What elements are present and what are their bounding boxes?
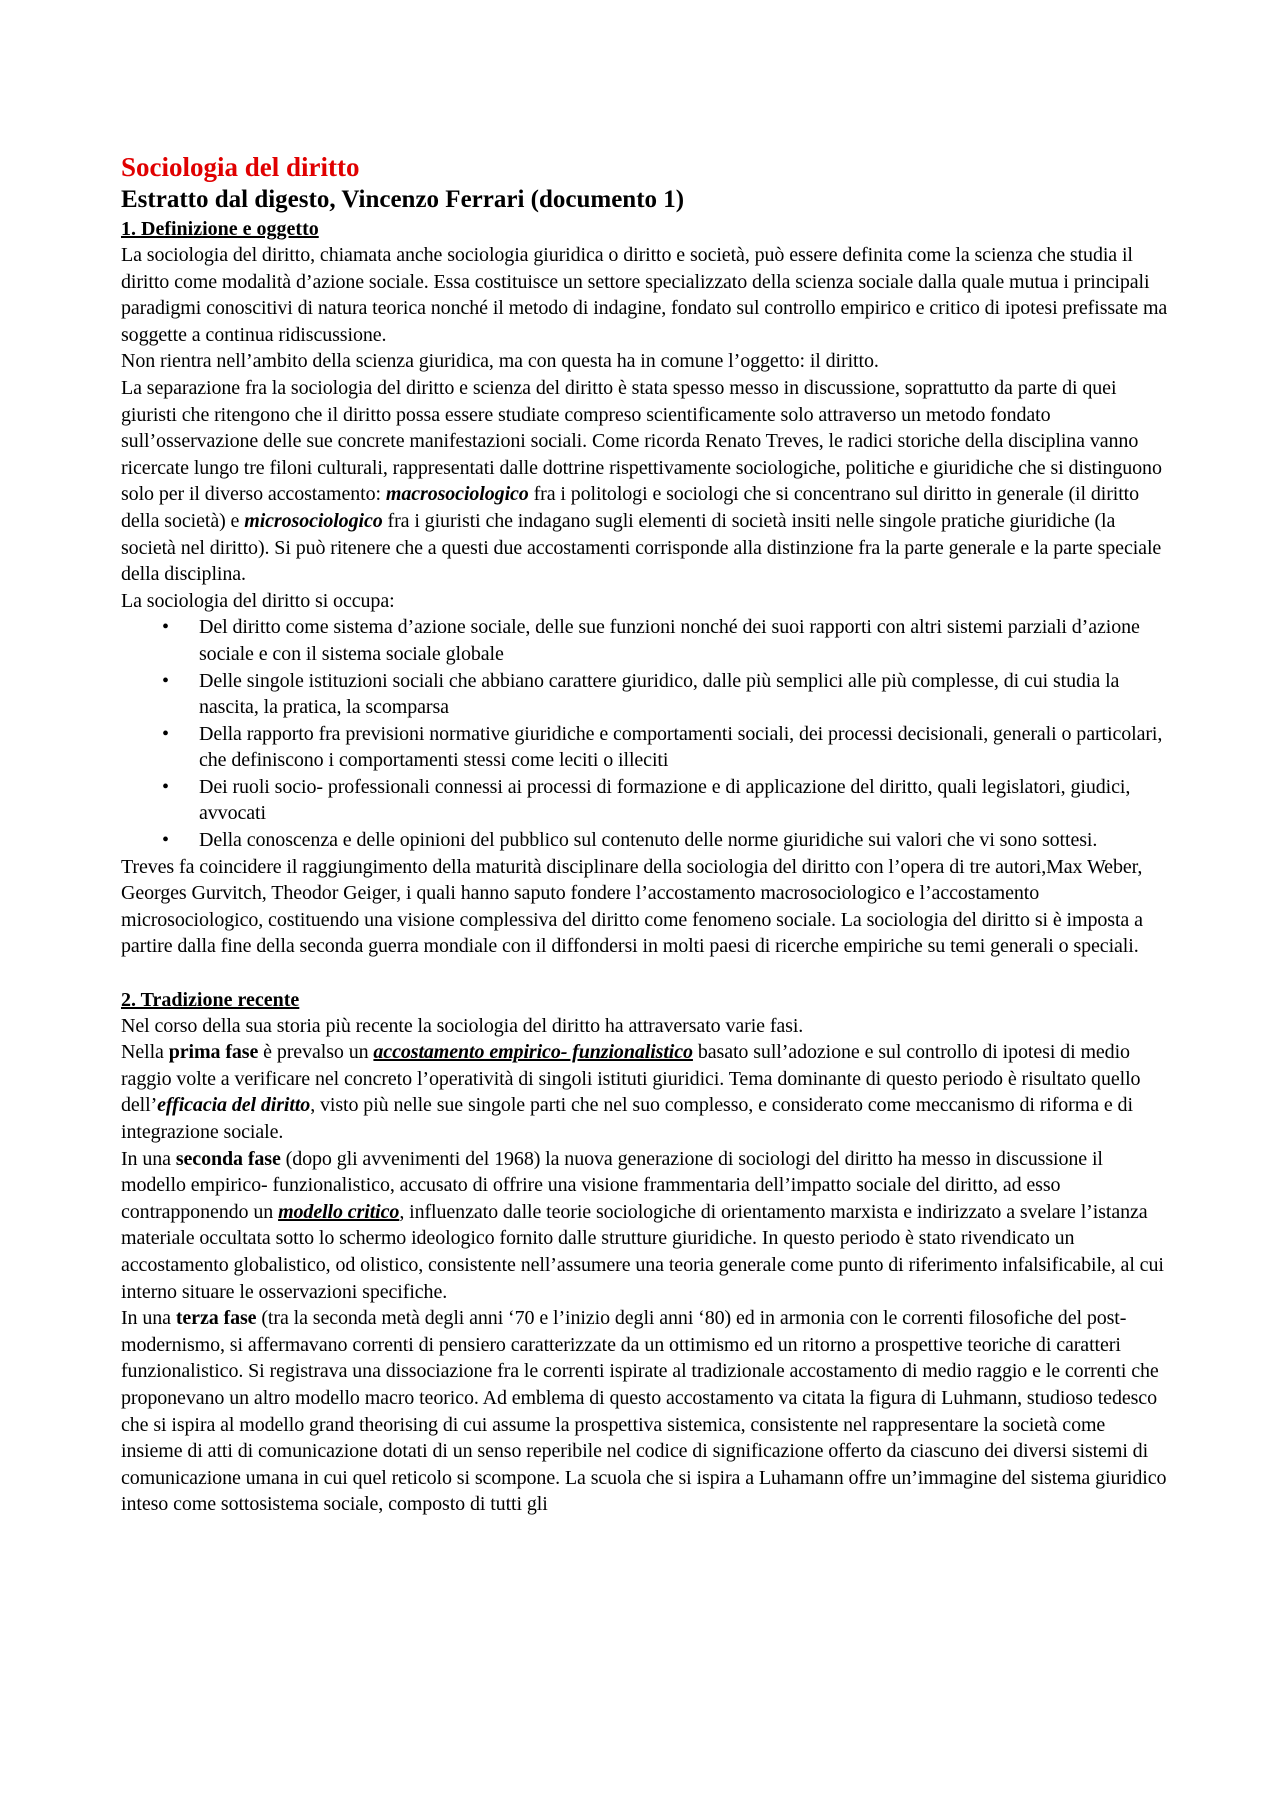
paragraph — [121, 1039, 1171, 1145]
blank-line — [121, 960, 1171, 987]
paragraph: La sociologia del diritto si occupa: — [121, 589, 395, 612]
term-modello-critico: modello critico — [278, 1200, 400, 1223]
paragraph — [121, 1305, 1171, 1518]
paragraph: La sociologia del diritto, chiamata anche sociologia giuridica o diritto e società, può essere definita come la scienza che studia il diritto come modalità d’azione sociale. Essa costituisce un settore specializzato della scienza sociale dalla quale mutua i principali paradigmi conoscitivi di natura teorica nonché il metodo di indagine, fondato sul controllo empirico e critico di ipotesi prefissate ma soggette a continua ridiscussione. — [121, 244, 1168, 346]
text-run: (dopo gli avvenimenti del 1968) la nuova generazione di sociologi del diritto ha messo in discussione il modello empirico- funzionalistico, accusato di offrire una visione frammentaria dell’impatto sociale del diritto, ad esso contrapponendo un — [121, 1147, 1103, 1223]
term-macrosociologico: macrosociologico — [385, 483, 529, 506]
list-item — [162, 827, 1171, 854]
list-item-text: Della conoscenza e delle opinioni del pubblico sul contenuto delle norme giuridiche sui valori che vi sono sottesi. — [199, 829, 1098, 852]
bullet-icon: • — [162, 722, 169, 745]
bullet-icon: • — [162, 616, 169, 639]
term-prima-fase: prima fase — [168, 1041, 259, 1064]
text-run: In una — [121, 1307, 176, 1330]
text-run: La separazione fra la sociologia del diritto e scienza del diritto è stata spesso messo in discussione, soprattutto da parte di quei giuristi che ritengono che il diritto possa essere studiate compreso scientificamente solo attraverso un metodo fondato sull’osservazione delle sue concrete manifestazioni sociali. Come ricorda Renato Treves, le radici storiche della disciplina vanno ricercate lungo tre filoni culturali, rappresentati dalle dottrine rispettivamente sociologiche, politiche e giuridiche che si distinguono solo per il diverso accostamento: — [121, 376, 1162, 506]
paragraph: Treves fa coincidere il raggiungimento della maturità disciplinare della sociologia del diritto con l’opera di tre autori,Max Weber, Georges Gurvitch, Theodor Geiger, i quali hanno saputo fondere l’accostamento macrosociologico e l’accostamento microsociologico, costituendo una visione complessiva del diritto come fenomeno sociale. La sociologia del diritto si è imposta a partire dalla fine della seconda guerra mondiale con il diffondersi in molti paesi di ricerche empiriche su temi generali o speciali. — [121, 855, 1143, 958]
text-run: In una — [121, 1147, 176, 1170]
section-heading-tradizione: 2. Tradizione recente — [121, 988, 300, 1011]
paragraph: Non rientra nell’ambito della scienza giuridica, ma con questa ha in comune l’oggetto: il diritto. — [121, 350, 879, 373]
list-item — [162, 668, 1171, 721]
paragraph — [121, 375, 1171, 588]
list-item — [162, 721, 1171, 774]
text-run: , influenzato dalle teorie sociologiche di orientamento marxista e indirizzato a svelare l’istanza materiale occultata sotto lo schermo ideologico fornito dalle strutture giuridiche. In questo periodo è stato rivendicato un accostamento globalistico, od olistico, consistente nell’assumere una teoria generale come punto di riferimento infalsificabile, al cui interno situare le osservazioni specifiche. — [121, 1200, 1164, 1303]
list-item-text: Del diritto come sistema d’azione sociale, delle sue funzioni nonché dei suoi rapporti con altri sistemi parziali d’azione sociale e con il sistema sociale globale — [199, 616, 1140, 665]
bullet-list — [121, 614, 1171, 853]
term-accostamento-empirico: accostamento empirico- funzionalistico — [373, 1041, 693, 1064]
section-heading-definizione: 1. Definizione e oggetto — [121, 218, 319, 240]
term-microsociologico: microsociologico — [244, 509, 383, 532]
paragraph — [121, 1146, 1171, 1306]
term-seconda-fase: seconda fase — [175, 1147, 281, 1170]
bullet-icon: • — [162, 829, 169, 852]
bullet-icon: • — [162, 775, 169, 798]
text-run: basato sull’adozione e sul controllo di ipotesi di medio raggio volte a verificare nel concreto l’operatività di singoli istituti giuridici. Tema dominante di questo periodo è risultato quello dell’ — [121, 1041, 1141, 1117]
list-item-text: Della rapporto fra previsioni normative giuridiche e comportamenti sociali, dei processi decisionali, generali o particolari, che definiscono i comportamenti stessi come leciti o illeciti — [199, 722, 1163, 772]
text-run: Nella — [121, 1041, 169, 1064]
text-run: fra i giuristi che indagano sugli elementi di società insiti nelle singole pratiche giuridiche (la società nel diritto). Si può ritenere che a questi due accostamenti corrisponde alla distinzione fra la parte generale e la parte speciale della disciplina. — [121, 509, 1162, 586]
list-item-text: Dei ruoli socio- professionali connessi ai processi di formazione e di applicazione del diritto, quali legislatori, giudici, avvocati — [199, 775, 1131, 825]
text-run: è prevalso un — [258, 1041, 374, 1064]
bullet-icon: • — [162, 669, 169, 692]
term-efficacia-del-diritto: efficacia del diritto — [157, 1094, 311, 1117]
document-subtitle: Estratto dal digesto, Vincenzo Ferrari (documento 1) — [121, 186, 685, 213]
text-run: fra i politologi e sociologi che si concentrano sul diritto in generale (il diritto della società) e — [121, 483, 1140, 532]
list-item — [162, 614, 1171, 667]
document-title: Sociologia del diritto — [121, 152, 360, 182]
list-item — [162, 774, 1171, 827]
document-page — [121, 150, 1171, 1518]
term-terza-fase: terza fase — [175, 1307, 257, 1330]
text-run: (tra la seconda metà degli anni ‘70 e l’inizio degli anni ‘80) ed in armonia con le correnti filosofiche del post-modernismo, si affermavano correnti di pensiero caratterizzate da un ottimismo ed un ritorno a prospettive teoriche di caratteri funzionalistico. Si registrava una dissociazione fra le correnti ispirate al tradizionale accostamento di medio raggio e le correnti che proponevano un altro modello macro teorico. Ad emblema di questo accostamento va citata la figura di Luhmann, studioso tedesco che si ispira al modello grand theorising di cui assume la prospettiva sistemica, consistente nel rappresentare la società come insieme di atti di comunicazione dotati di un senso reperibile nel codice di significazione offerto da ciascuno dei diversi sistemi di comunicazione umana in cui quel reticolo si scompone. La scuola che si ispira a Luhamann offre un’immagine del sistema giuridico inteso come sottosistema sociale, composto di tutti gli — [121, 1307, 1167, 1516]
text-run: , visto più nelle sue singole parti che nel suo complesso, e considerato come meccanismo di riforma e di integrazione sociale. — [121, 1094, 1133, 1143]
paragraph: Nel corso della sua storia più recente la sociologia del diritto ha attraversato varie fasi. — [121, 1014, 804, 1037]
list-item-text: Delle singole istituzioni sociali che abbiano carattere giuridico, dalle più semplici alle più complesse, di cui studia la nascita, la pratica, la scomparsa — [199, 669, 1120, 719]
